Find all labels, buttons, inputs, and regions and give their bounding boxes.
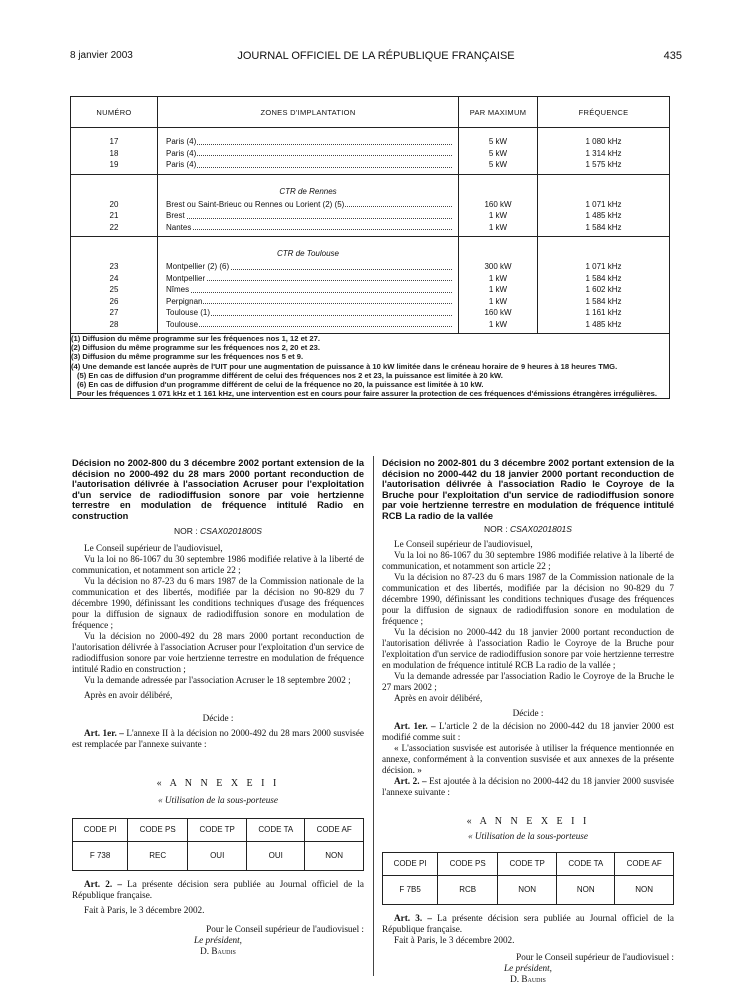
group-title: CTR de Rennes	[279, 186, 337, 196]
spacer	[71, 183, 157, 199]
codes-header: CODE TP	[188, 818, 247, 841]
power-cell	[459, 174, 538, 237]
station-power: 5 kW	[488, 137, 508, 146]
table-notes-row	[71, 334, 670, 399]
station-zone	[158, 261, 458, 273]
codes-header-row	[73, 818, 364, 841]
station-frequency: 1 584 kHz	[585, 222, 622, 232]
station-frequency: 1 161 kHz	[585, 308, 622, 317]
station-zone	[158, 199, 458, 211]
article-2: Art. 2. – Est ajoutée à la décision no 2000-442 du 18 janvier 2000 susvisée l'annexe suivante :	[382, 775, 674, 797]
station-frequency: 1 485 kHz	[585, 319, 622, 329]
spacer	[538, 183, 669, 199]
station-number: 20	[109, 199, 119, 209]
station-zone	[158, 307, 458, 319]
nor-code: CSAX0201801S	[510, 523, 572, 534]
station-zone-text: Brest ou Saint-Brieuc ou Rennes ou Lorient (2) (5)	[166, 199, 345, 209]
page-number: 435	[663, 50, 682, 62]
codes-value: RCB	[438, 875, 498, 904]
column-header: NUMÉRO	[71, 97, 158, 128]
station-power: 300 kW	[484, 262, 512, 271]
frequency-cell	[538, 128, 670, 175]
signature-line: Pour le Conseil supérieur de l'audiovisuel :	[206, 923, 364, 934]
paragraph: Vu la décision no 87-23 du 6 mars 1987 de la Commission nationale de la communication et des libertés, modifiée par la décision no 90-829 du 7 décembre 1990, définissant les conditions techniques d'usage des fréquences pour la diffusion de signaux de radiodiffusion sonore en modulation de fréquence ;	[382, 571, 674, 626]
spacer	[459, 237, 537, 245]
station-zone	[158, 136, 458, 148]
station-number: 22	[109, 222, 119, 232]
zone-cell	[158, 237, 459, 334]
station-power: 1 kW	[488, 222, 508, 232]
station-number: 28	[109, 319, 119, 329]
spacer	[538, 128, 669, 136]
table-notes	[71, 334, 670, 399]
codes-header: CODE PS	[438, 852, 498, 875]
spacer	[158, 128, 458, 136]
codes-table	[382, 852, 674, 905]
station-zone	[158, 296, 458, 308]
codes-table	[72, 818, 364, 871]
codes-header: CODE AF	[615, 852, 674, 875]
spacer	[459, 245, 537, 261]
annex-subtitle: « Utilisation de la sous-porteuse	[158, 794, 278, 805]
station-power: 1 kW	[488, 296, 508, 306]
table-group-row	[71, 237, 670, 334]
station-zone	[158, 284, 458, 296]
group-title: CTR de Toulouse	[277, 249, 339, 258]
station-zone-text: Nîmes	[166, 285, 190, 294]
station-number: 18	[109, 148, 119, 158]
nor-line: NOR : CSAX0201800S	[174, 525, 262, 536]
station-zone-text: Toulouse	[166, 319, 199, 329]
station-zone-text: Paris (4)	[166, 148, 197, 158]
paragraph: Le Conseil supérieur de l'audiovisuel,	[394, 538, 533, 549]
spacer	[538, 245, 669, 261]
station-zone-text: Toulouse (1)	[166, 308, 211, 317]
station-zone-text: Nantes	[166, 222, 192, 232]
station-zone	[158, 273, 458, 285]
station-number: 17	[109, 137, 119, 146]
station-frequency: 1 071 kHz	[585, 262, 622, 271]
station-number: 19	[109, 160, 119, 169]
table-note: (2) Diffusion du même programme sur les fréquences nos 2, 20 et 23.	[71, 343, 320, 353]
table-group-row	[71, 128, 670, 175]
table-group-row	[71, 174, 670, 237]
paragraph: Vu la décision no 2000-492 du 28 mars 2000 portant reconduction de l'autorisation délivrée à l'association Acruser pour l'exploitation d'un service de radiodiffusion sonore par voie hertzienne terrestre en modulation de fréquence intitulé Radio en construction ;	[72, 630, 364, 674]
spacer	[71, 245, 157, 261]
annex-title: « A N N E X E I I	[156, 777, 280, 789]
station-frequency: 1 575 kHz	[585, 160, 622, 169]
station-number: 25	[109, 285, 119, 294]
article-1: Art. 1er. – L'article 2 de la décision no 2000-442 du 18 janvier 2000 est modifié comme suit :	[382, 720, 674, 742]
power-cell	[459, 128, 538, 175]
station-number: 23	[109, 262, 119, 271]
spacer	[459, 128, 537, 136]
paragraph: Vu la décision no 87-23 du 6 mars 1987 de la Commission nationale de la communication et des libertés, modifiée par la décision no 90-829 du 7 décembre 1990, définissant les conditions techniques d'usage des fréquences pour la diffusion de signaux de radiodiffusion sonore en modulation de fréquence ;	[72, 575, 364, 630]
spacer	[71, 175, 157, 183]
station-frequency: 1 314 kHz	[585, 148, 622, 158]
table-header-row	[71, 97, 670, 128]
signature-name: D. Baudis	[200, 945, 236, 956]
station-frequency: 1 071 kHz	[585, 199, 622, 209]
spacer	[71, 237, 157, 245]
codes-value: NON	[305, 841, 364, 870]
decision-title: Décision no 2002-801 du 3 décembre 2002 portant extension de la décision no 2000-442 du 18 janvier 2000 portant reconduction de l'autorisation délivrée à l'association Radio le Coyroye de la Bruche pour l'exploitation d'un service de radiodiffusion sonore par voie hertzienne terrestre en modulation de fréquence intitulé RCB La radio de la vallée	[382, 458, 674, 521]
spacer	[459, 183, 537, 199]
codes-header: CODE PI	[73, 818, 128, 841]
column-header: PAR MAXIMUM	[459, 97, 538, 128]
codes-header: CODE TA	[557, 852, 615, 875]
done-at: Fait à Paris, le 3 décembre 2002.	[394, 934, 515, 945]
station-power: 1 kW	[488, 285, 508, 294]
article-3: Art. 3. – La présente décision sera publiée au Journal officiel de la République française.	[382, 912, 674, 934]
spacer	[71, 128, 157, 136]
frequency-cell	[538, 237, 670, 334]
signature-name: D. Baudis	[510, 973, 546, 984]
codes-value: NON	[557, 875, 615, 904]
annex-subtitle: « Utilisation de la sous-porteuse	[468, 830, 588, 841]
station-zone-text: Brest	[166, 211, 185, 220]
station-frequency: 1 485 kHz	[585, 211, 622, 220]
spacer	[158, 237, 458, 245]
article-1: Art. 1er. – L'annexe II à la décision no 2000-492 du 28 mars 2000 susvisée est remplacée par l'annexe suivante :	[72, 727, 364, 749]
nor-code: CSAX0201800S	[200, 525, 262, 536]
codes-value: OUI	[247, 841, 305, 870]
station-zone	[158, 210, 458, 222]
article-2: Art. 2. – La présente décision sera publiée au Journal officiel de la République française.	[72, 878, 364, 900]
signature-title: Le président,	[504, 962, 552, 973]
codes-value: NON	[615, 875, 674, 904]
station-zone-text: Paris (4)	[166, 137, 197, 146]
column-header: ZONES D'IMPLANTATION	[158, 97, 459, 128]
done-at: Fait à Paris, le 3 décembre 2002.	[84, 904, 205, 915]
station-number: 26	[109, 296, 119, 306]
paragraph: Vu la demande adressée par l'association Acruser le 18 septembre 2002 ;	[84, 674, 351, 685]
journal-title: JOURNAL OFFICIEL DE LA RÉPUBLIQUE FRANÇAISE	[237, 50, 515, 62]
station-zone-text: Perpignan	[166, 296, 203, 306]
column-header: FRÉQUENCE	[538, 97, 670, 128]
column-separator	[373, 456, 374, 976]
table-note: (6) En cas de diffusion d'un programme différent de celui de la fréquence no 20, la puissance est limitée à 10 kW.	[77, 380, 484, 390]
paragraph: Vu la loi no 86-1067 du 30 septembre 1986 modifiée relative à la liberté de communication, et notamment son article 22 ;	[382, 549, 674, 571]
table-note: (3) Diffusion du même programme sur les fréquences nos 5 et 9.	[71, 352, 304, 362]
codes-value-row	[383, 875, 674, 904]
paragraph: Après en avoir délibéré,	[84, 689, 173, 700]
station-zone	[158, 148, 458, 160]
paragraph: Vu la demande adressée par l'association Radio le Coyroye de la Bruche le 27 mars 2002 ;	[382, 670, 674, 692]
table-note: Pour les fréquences 1 071 kHz et 1 161 kHz, une intervention est en cours pour faire assurer la protection de ces fréquences d'émissions étrangères irrégulières.	[77, 389, 657, 399]
codes-value-row	[73, 841, 364, 870]
annex-title: « A N N E X E I I	[466, 815, 590, 827]
spacer	[459, 175, 537, 183]
decide-label: Décide :	[512, 707, 544, 718]
decide-label: Décide :	[202, 712, 234, 723]
station-power: 160 kW	[484, 199, 512, 209]
decision-800	[72, 458, 364, 957]
codes-header: CODE TP	[498, 852, 557, 875]
nor-line: NOR : CSAX0201801S	[484, 523, 572, 534]
paragraph: Après en avoir délibéré,	[394, 692, 483, 703]
paragraph: Vu la loi no 86-1067 du 30 septembre 1986 modifiée relative à la liberté de communication, et notamment son article 22 ;	[72, 553, 364, 575]
number-cell	[71, 174, 158, 237]
station-power: 5 kW	[488, 148, 508, 158]
station-number: 24	[109, 273, 119, 283]
paragraph: Le Conseil supérieur de l'audiovisuel,	[84, 542, 223, 553]
station-number: 27	[109, 308, 119, 317]
spacer	[538, 175, 669, 183]
station-frequency: 1 584 kHz	[585, 296, 622, 306]
codes-value: NON	[498, 875, 557, 904]
station-zone-text: Montpellier	[166, 273, 206, 283]
frequency-cell	[538, 174, 670, 237]
table-note: (1) Diffusion du même programme sur les fréquences nos 1, 12 et 27.	[71, 334, 320, 343]
station-frequency: 1 584 kHz	[585, 273, 622, 283]
decision-title: Décision no 2002-800 du 3 décembre 2002 portant extension de la décision no 2000-492 du 28 mars 2000 portant reconduction de l'autorisation délivrée à l'association Acruser pour l'exploitation d'un service de radiodiffusion sonore par voie hertzienne terrestre en modulation de fréquence intitulé Radio en construction	[72, 458, 364, 521]
spacer	[538, 237, 669, 245]
number-cell	[71, 237, 158, 334]
station-zone-text: Montpellier (2) (6)	[166, 262, 230, 271]
station-zone-text: Paris (4)	[166, 160, 197, 169]
number-cell	[71, 128, 158, 175]
station-zone	[158, 159, 458, 171]
quote: « L'association susvisée est autorisée à utiliser la fréquence mentionnée en annexe, conformément à la convention susvisée et aux annexes de la présente décision. »	[382, 742, 674, 775]
codes-value: F 7B5	[383, 875, 438, 904]
codes-header-row	[383, 852, 674, 875]
decision-801	[382, 458, 674, 985]
page-header	[70, 50, 682, 66]
paragraph: Vu la décision no 2000-442 du 18 janvier 2000 portant reconduction de l'autorisation délivrée à l'association Radio le Coyroye de la Bruche pour l'exploitation d'un service de radiodiffusion sonore par voie hertzienne terrestre en modulation de fréquence intitulé RCB La radio de la vallée ;	[382, 626, 674, 670]
spacer	[158, 175, 458, 183]
station-number: 21	[109, 211, 119, 220]
table-note: (4) Une demande est lancée auprès de l'UIT pour une augmentation de puissance à 10 kW limitée dans le créneau horaire de 9 heures à 18 heures TMG.	[71, 361, 618, 371]
issue-date: 8 janvier 2003	[70, 50, 133, 61]
station-zone	[158, 319, 458, 331]
codes-header: CODE AF	[305, 818, 364, 841]
station-frequency: 1 602 kHz	[585, 285, 622, 294]
station-power: 1 kW	[488, 319, 508, 329]
codes-header: CODE PI	[383, 852, 438, 875]
signature-title: Le président,	[194, 934, 242, 945]
codes-value: REC	[128, 841, 188, 870]
codes-value: F 738	[73, 841, 128, 870]
signature-line: Pour le Conseil supérieur de l'audiovisuel :	[516, 951, 674, 962]
station-frequency: 1 080 kHz	[585, 137, 622, 146]
table-note: (5) En cas de diffusion d'un programme différent de celui des fréquences nos 2 et 23, la puissance est limitée à 20 kW.	[77, 370, 503, 380]
station-power: 1 kW	[488, 211, 508, 220]
zone-cell	[158, 174, 459, 237]
codes-value: OUI	[188, 841, 247, 870]
power-cell	[459, 237, 538, 334]
frequency-table	[70, 96, 670, 399]
zone-cell	[158, 128, 459, 175]
station-power: 1 kW	[488, 273, 508, 283]
station-power: 5 kW	[488, 160, 508, 169]
station-power: 160 kW	[484, 308, 512, 317]
station-zone	[158, 222, 458, 234]
codes-header: CODE PS	[128, 818, 188, 841]
codes-header: CODE TA	[247, 818, 305, 841]
